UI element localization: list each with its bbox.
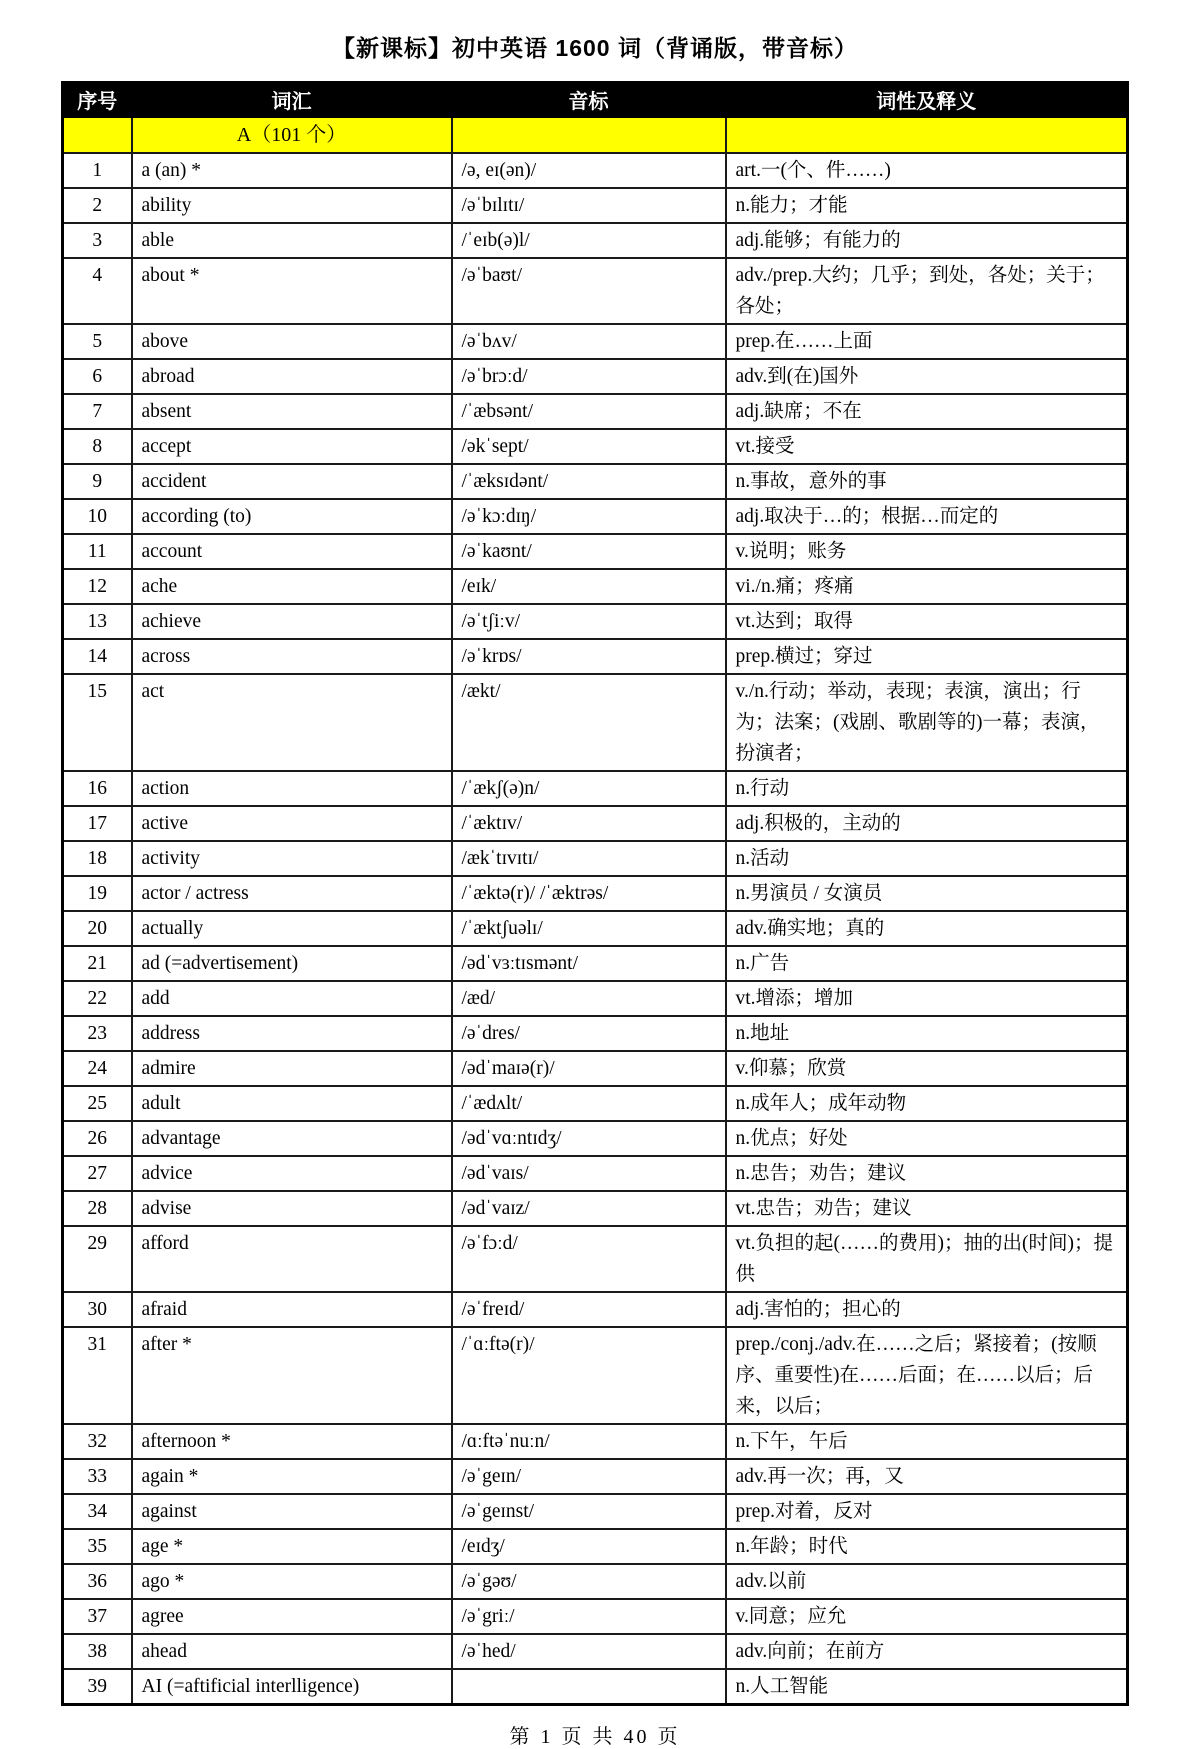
phonetic-cell: /ədˈvɑːntɪdʒ/ xyxy=(452,1121,726,1156)
word-cell: accident xyxy=(132,464,452,499)
row-number-cell: 1 xyxy=(63,153,132,188)
section-no-cell xyxy=(63,117,132,153)
meaning-cell: adv.再一次；再，又 xyxy=(726,1459,1128,1494)
word-cell: act xyxy=(132,674,452,771)
row-number-cell: 18 xyxy=(63,841,132,876)
phonetic-cell: /əˈbaʊt/ xyxy=(452,258,726,324)
word-cell: agree xyxy=(132,1599,452,1634)
phonetic-cell: /ədˈvɜːtɪsmənt/ xyxy=(452,946,726,981)
phonetic-cell: /əˈkɔːdɪŋ/ xyxy=(452,499,726,534)
table-row xyxy=(63,1292,1128,1327)
table-row xyxy=(63,981,1128,1016)
row-number-cell: 35 xyxy=(63,1529,132,1564)
phonetic-cell: /əˈfɔːd/ xyxy=(452,1226,726,1292)
word-cell: actor / actress xyxy=(132,876,452,911)
row-number-cell: 2 xyxy=(63,188,132,223)
row-number-cell: 32 xyxy=(63,1424,132,1459)
word-cell: afraid xyxy=(132,1292,452,1327)
table-row xyxy=(63,324,1128,359)
row-number-cell: 12 xyxy=(63,569,132,604)
phonetic-cell: /ˈeɪb(ə)l/ xyxy=(452,223,726,258)
row-number-cell: 38 xyxy=(63,1634,132,1669)
word-cell: abroad xyxy=(132,359,452,394)
row-number-cell: 11 xyxy=(63,534,132,569)
row-number-cell: 20 xyxy=(63,911,132,946)
row-number-cell: 31 xyxy=(63,1327,132,1424)
row-number-cell: 28 xyxy=(63,1191,132,1226)
table-header-row xyxy=(63,83,1128,117)
table-row xyxy=(63,464,1128,499)
section-label: A（101 个） xyxy=(132,117,452,153)
row-number-cell: 25 xyxy=(63,1086,132,1121)
meaning-cell: v.仰慕；欣赏 xyxy=(726,1051,1128,1086)
row-number-cell: 13 xyxy=(63,604,132,639)
row-number-cell: 3 xyxy=(63,223,132,258)
section-pho-cell xyxy=(452,117,726,153)
phonetic-cell: /ˈæktə(r)/ /ˈæktrəs/ xyxy=(452,876,726,911)
phonetic-cell: /əˈtʃiːv/ xyxy=(452,604,726,639)
meaning-cell: n.忠告；劝告；建议 xyxy=(726,1156,1128,1191)
word-cell: ability xyxy=(132,188,452,223)
meaning-cell: vt.达到；取得 xyxy=(726,604,1128,639)
row-number-cell: 29 xyxy=(63,1226,132,1292)
row-number-cell: 5 xyxy=(63,324,132,359)
row-number-cell: 16 xyxy=(63,771,132,806)
meaning-cell: adj.取决于…的；根据…而定的 xyxy=(726,499,1128,534)
phonetic-cell: /əˈkaʊnt/ xyxy=(452,534,726,569)
meaning-cell: vt.增添；增加 xyxy=(726,981,1128,1016)
meaning-cell: v.同意；应允 xyxy=(726,1599,1128,1634)
table-row xyxy=(63,1121,1128,1156)
phonetic-cell: /ˈækʃ(ə)n/ xyxy=(452,771,726,806)
phonetic-cell: /əˈgəʊ/ xyxy=(452,1564,726,1599)
row-number-cell: 39 xyxy=(63,1669,132,1705)
phonetic-cell: /əˈbrɔːd/ xyxy=(452,359,726,394)
table-row xyxy=(63,1086,1128,1121)
word-cell: add xyxy=(132,981,452,1016)
table-row xyxy=(63,1016,1128,1051)
phonetic-cell: /əˈfreɪd/ xyxy=(452,1292,726,1327)
column-header-meaning: 词性及释义 xyxy=(726,83,1128,117)
word-cell: age * xyxy=(132,1529,452,1564)
row-number-cell: 24 xyxy=(63,1051,132,1086)
meaning-cell: n.能力；才能 xyxy=(726,188,1128,223)
meaning-cell: n.优点；好处 xyxy=(726,1121,1128,1156)
word-cell: action xyxy=(132,771,452,806)
meaning-cell: prep.在……上面 xyxy=(726,324,1128,359)
meaning-cell: vt.接受 xyxy=(726,429,1128,464)
phonetic-cell: /əˈgeɪn/ xyxy=(452,1459,726,1494)
row-number-cell: 27 xyxy=(63,1156,132,1191)
table-row xyxy=(63,153,1128,188)
table-row xyxy=(63,946,1128,981)
phonetic-cell: /eɪk/ xyxy=(452,569,726,604)
phonetic-cell: /əˈkrɒs/ xyxy=(452,639,726,674)
word-cell: ahead xyxy=(132,1634,452,1669)
table-row xyxy=(63,806,1128,841)
row-number-cell: 7 xyxy=(63,394,132,429)
word-cell: able xyxy=(132,223,452,258)
meaning-cell: adj.能够；有能力的 xyxy=(726,223,1128,258)
meaning-cell: n.男演员 / 女演员 xyxy=(726,876,1128,911)
table-row xyxy=(63,674,1128,771)
meaning-cell: n.行动 xyxy=(726,771,1128,806)
section-mean-cell xyxy=(726,117,1128,153)
phonetic-cell: /ˈɑːftə(r)/ xyxy=(452,1327,726,1424)
phonetic-cell: /ˈæktɪv/ xyxy=(452,806,726,841)
word-cell: active xyxy=(132,806,452,841)
meaning-cell: adv./prep.大约；几乎；到处，各处；关于；各处； xyxy=(726,258,1128,324)
word-cell: advise xyxy=(132,1191,452,1226)
row-number-cell: 30 xyxy=(63,1292,132,1327)
word-cell: ad (=advertisement) xyxy=(132,946,452,981)
phonetic-cell: /ˈæktʃuəlɪ/ xyxy=(452,911,726,946)
row-number-cell: 37 xyxy=(63,1599,132,1634)
page-title: 【新课标】初中英语 1600 词（背诵版，带音标） xyxy=(332,35,858,61)
table-row xyxy=(63,1327,1128,1424)
meaning-cell: vi./n.痛；疼痛 xyxy=(726,569,1128,604)
meaning-cell: v.说明；账务 xyxy=(726,534,1128,569)
meaning-cell: v./n.行动；举动，表现；表演，演出；行为；法案；(戏剧、歌剧等的)一幕；表演，扮演者； xyxy=(726,674,1128,771)
phonetic-cell: /ˈædʌlt/ xyxy=(452,1086,726,1121)
meaning-cell: n.事故，意外的事 xyxy=(726,464,1128,499)
row-number-cell: 10 xyxy=(63,499,132,534)
word-cell: adult xyxy=(132,1086,452,1121)
vocab-table xyxy=(61,81,1129,1706)
phonetic-cell: /ækˈtɪvɪtɪ/ xyxy=(452,841,726,876)
word-cell: again * xyxy=(132,1459,452,1494)
word-cell: advantage xyxy=(132,1121,452,1156)
table-row xyxy=(63,223,1128,258)
row-number-cell: 17 xyxy=(63,806,132,841)
phonetic-cell: /əˈhed/ xyxy=(452,1634,726,1669)
word-cell: afford xyxy=(132,1226,452,1292)
word-cell: ago * xyxy=(132,1564,452,1599)
meaning-cell: adv.向前；在前方 xyxy=(726,1634,1128,1669)
meaning-cell: prep.横过；穿过 xyxy=(726,639,1128,674)
row-number-cell: 14 xyxy=(63,639,132,674)
phonetic-cell: /eɪdʒ/ xyxy=(452,1529,726,1564)
word-cell: account xyxy=(132,534,452,569)
word-cell: address xyxy=(132,1016,452,1051)
table-row xyxy=(63,1051,1128,1086)
word-cell: above xyxy=(132,324,452,359)
phonetic-cell: /ˈæksɪdənt/ xyxy=(452,464,726,499)
meaning-cell: n.广告 xyxy=(726,946,1128,981)
phonetic-cell: /əˈdres/ xyxy=(452,1016,726,1051)
meaning-cell: adv.到(在)国外 xyxy=(726,359,1128,394)
table-row xyxy=(63,534,1128,569)
table-row xyxy=(63,1564,1128,1599)
word-cell: afternoon * xyxy=(132,1424,452,1459)
row-number-cell: 6 xyxy=(63,359,132,394)
table-row xyxy=(63,1459,1128,1494)
phonetic-cell: /əkˈsept/ xyxy=(452,429,726,464)
word-cell: against xyxy=(132,1494,452,1529)
word-cell: across xyxy=(132,639,452,674)
table-row xyxy=(63,639,1128,674)
word-cell: about * xyxy=(132,258,452,324)
column-header-no: 序号 xyxy=(63,83,132,117)
word-cell: activity xyxy=(132,841,452,876)
word-cell: actually xyxy=(132,911,452,946)
phonetic-cell: /əˈgriː/ xyxy=(452,1599,726,1634)
table-row xyxy=(63,841,1128,876)
table-row xyxy=(63,911,1128,946)
row-number-cell: 33 xyxy=(63,1459,132,1494)
column-header-phonetic: 音标 xyxy=(452,83,726,117)
table-row xyxy=(63,569,1128,604)
table-row xyxy=(63,876,1128,911)
table-row xyxy=(63,258,1128,324)
meaning-cell: adv.确实地；真的 xyxy=(726,911,1128,946)
meaning-cell: n.年龄；时代 xyxy=(726,1529,1128,1564)
meaning-cell: prep.对着，反对 xyxy=(726,1494,1128,1529)
meaning-cell: n.成年人；成年动物 xyxy=(726,1086,1128,1121)
row-number-cell: 36 xyxy=(63,1564,132,1599)
phonetic-cell: /ədˈvaɪz/ xyxy=(452,1191,726,1226)
table-row xyxy=(63,1529,1128,1564)
table-row xyxy=(63,429,1128,464)
table-row xyxy=(63,394,1128,429)
word-cell: accept xyxy=(132,429,452,464)
meaning-cell: n.人工智能 xyxy=(726,1669,1128,1705)
phonetic-cell: /ə, eɪ(ən)/ xyxy=(452,153,726,188)
meaning-cell: n.活动 xyxy=(726,841,1128,876)
table-row xyxy=(63,188,1128,223)
table-row xyxy=(63,499,1128,534)
table-row xyxy=(63,359,1128,394)
table-row xyxy=(63,1634,1128,1669)
table-row xyxy=(63,1156,1128,1191)
word-cell: AI (=aftificial interlligence) xyxy=(132,1669,452,1705)
meaning-cell: adv.以前 xyxy=(726,1564,1128,1599)
word-cell: advice xyxy=(132,1156,452,1191)
table-row xyxy=(63,771,1128,806)
phonetic-cell xyxy=(452,1669,726,1705)
table-row xyxy=(63,1424,1128,1459)
document-page xyxy=(0,30,1190,1748)
page-footer: 第 1 页 共 40 页 xyxy=(509,1725,681,1748)
row-number-cell: 23 xyxy=(63,1016,132,1051)
phonetic-cell: /əˈgeɪnst/ xyxy=(452,1494,726,1529)
word-cell: a (an) * xyxy=(132,153,452,188)
word-cell: ache xyxy=(132,569,452,604)
meaning-cell: prep./conj./adv.在……之后；紧接着；(按顺序、重要性)在……后面；在……以后；后来，以后； xyxy=(726,1327,1128,1424)
phonetic-cell: /æd/ xyxy=(452,981,726,1016)
row-number-cell: 34 xyxy=(63,1494,132,1529)
phonetic-cell: /ədˈvaɪs/ xyxy=(452,1156,726,1191)
phonetic-cell: /əˈbɪlɪtɪ/ xyxy=(452,188,726,223)
column-header-word: 词汇 xyxy=(132,83,452,117)
meaning-cell: vt.忠告；劝告；建议 xyxy=(726,1191,1128,1226)
phonetic-cell: /əˈbʌv/ xyxy=(452,324,726,359)
meaning-cell: n.下午，午后 xyxy=(726,1424,1128,1459)
phonetic-cell: /ədˈmaɪə(r)/ xyxy=(452,1051,726,1086)
meaning-cell: vt.负担的起(……的费用)；抽的出(时间)；提供 xyxy=(726,1226,1128,1292)
meaning-cell: adj.害怕的；担心的 xyxy=(726,1292,1128,1327)
table-row xyxy=(63,604,1128,639)
word-cell: achieve xyxy=(132,604,452,639)
section-row xyxy=(63,117,1128,153)
row-number-cell: 19 xyxy=(63,876,132,911)
table-row xyxy=(63,1191,1128,1226)
row-number-cell: 9 xyxy=(63,464,132,499)
table-row xyxy=(63,1669,1128,1705)
meaning-cell: n.地址 xyxy=(726,1016,1128,1051)
row-number-cell: 8 xyxy=(63,429,132,464)
table-row xyxy=(63,1599,1128,1634)
row-number-cell: 22 xyxy=(63,981,132,1016)
phonetic-cell: /ækt/ xyxy=(452,674,726,771)
row-number-cell: 21 xyxy=(63,946,132,981)
word-cell: according (to) xyxy=(132,499,452,534)
phonetic-cell: /ˈæbsənt/ xyxy=(452,394,726,429)
row-number-cell: 26 xyxy=(63,1121,132,1156)
meaning-cell: adj.缺席；不在 xyxy=(726,394,1128,429)
meaning-cell: art.一(个、件……) xyxy=(726,153,1128,188)
row-number-cell: 4 xyxy=(63,258,132,324)
word-cell: absent xyxy=(132,394,452,429)
row-number-cell: 15 xyxy=(63,674,132,771)
phonetic-cell: /ɑːftəˈnuːn/ xyxy=(452,1424,726,1459)
word-cell: admire xyxy=(132,1051,452,1086)
table-row xyxy=(63,1226,1128,1292)
word-cell: after * xyxy=(132,1327,452,1424)
table-row xyxy=(63,1494,1128,1529)
meaning-cell: adj.积极的，主动的 xyxy=(726,806,1128,841)
